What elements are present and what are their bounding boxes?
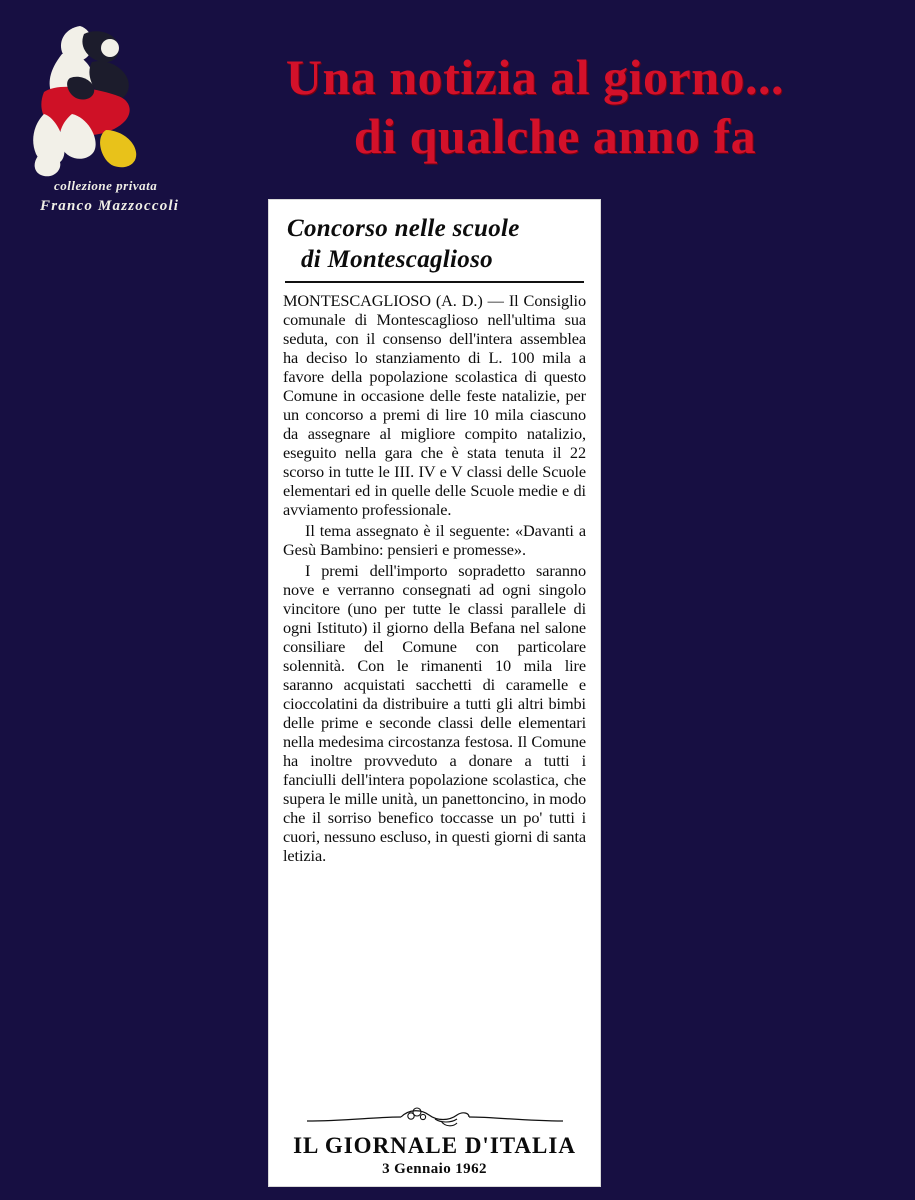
clipping-paragraph-3: I premi dell'importo sopradetto saranno nove e verranno consegnati ad ogni singolo vincitore (uno per tutte le classi parallele di ogni Istituto) il giorno della Befana nel salone consiliare del Comune con particolare solennità. Con le rimanenti 10 mila lire saranno acquistati sacchetti di caramelle e cioccolatini da distribuire a tutti gli altri bimbi delle prime e seconde classi delle elementari nella medesima circostanza festosa. Il Comune ha inoltre provveduto a donare a tutti i fanciulli dell'intera popolazione scolastica, che supera le mille unità, un panettoncino, in modo che il sorriso benefico toccasse un po' tutti i cuori, nessuno escluso, in questi giorni di santa letizia.	[283, 560, 586, 865]
clipping-paragraph-1: MONTESCAGLIOSO (A. D.) — Il Consiglio comunale di Montescaglioso nell'ultima sua seduta, con il consenso dell'intera assemblea ha deciso lo stanziamento di L. 100 mila a favore della popolazione scolastica di questo Comune in occasione delle feste natalizie, per un concorso a premi di lire 10 mila ciascuno da assegnare al migliore compito natalizio, eseguito nella gara che è stata tenuta il 22 scorso in tutte le III. IV e V classi delle Scuole elementari ed in quelle delle Scuole medie e di avviamento professionale.	[283, 291, 586, 519]
page-title	[170, 48, 900, 166]
dancing-figure-icon	[18, 18, 168, 178]
clipping-headline	[287, 214, 586, 275]
headline-divider	[285, 281, 584, 283]
clipping-headline-line-2: di Montescaglioso	[301, 245, 493, 273]
page-title-line-2: di qualche anno fa	[353, 108, 757, 164]
floral-ornament-icon	[283, 1105, 586, 1131]
page-header	[0, 0, 915, 214]
newspaper-date: 3 Gennaio 1962	[382, 1161, 487, 1177]
clipping-footer	[283, 1105, 586, 1178]
newspaper-name: IL GIORNALE D'ITALIA	[293, 1133, 576, 1158]
collector-name: Franco Mazzoccoli	[40, 198, 180, 214]
clipping-headline-line-1: Concorso nelle scuole	[287, 215, 520, 242]
clipping-paragraph-2: Il tema assegnato è il seguente: «Davanti a Gesù Bambino: pensieri e promesse».	[283, 520, 586, 559]
collection-label: collezione privata	[54, 178, 158, 193]
page-title-line-1: Una notizia al giorno...	[285, 49, 785, 105]
newspaper-clipping	[268, 199, 601, 1187]
